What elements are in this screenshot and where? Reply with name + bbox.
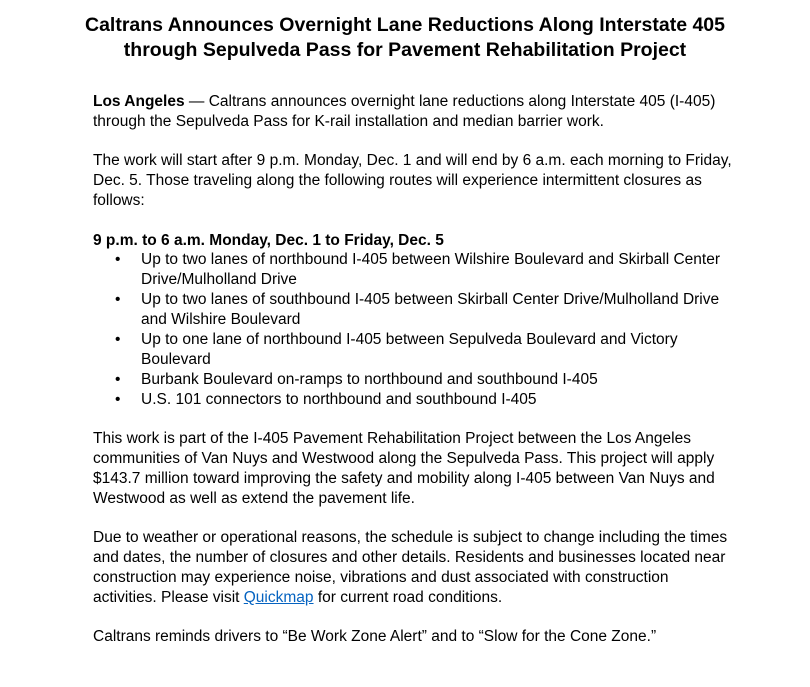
list-item — [93, 370, 733, 390]
bullet-icon: • — [115, 371, 121, 388]
list-item — [93, 390, 733, 410]
list-item-text: Up to one lane of northbound I-405 between Sepulveda Boulevard and Victory Boulevard — [141, 331, 678, 368]
title-line-1: Caltrans Announces Overnight Lane Reductions Along Interstate 405 — [84, 14, 725, 36]
closures-list — [93, 250, 733, 410]
page-title — [40, 13, 770, 63]
weather-text: Due to weather or operational reasons, the schedule is subject to change including the times and dates, the number of closures and other details. Residents and businesses located near construction may experience noise, vibrations and dust associated with construction activities. Please visit — [93, 529, 728, 606]
bullet-icon: • — [115, 391, 121, 408]
schedule-paragraph: The work will start after 9 p.m. Monday, Dec. 1 and will end by 6 a.m. each morning to Friday, Dec. 5. Those traveling along the following routes will experience intermittent closures as follows: — [93, 152, 732, 209]
closing-paragraph: Caltrans reminds drivers to “Be Work Zone Alert” and to “Slow for the Cone Zone.” — [93, 628, 657, 645]
intro-paragraph — [93, 92, 733, 132]
title-line-2: through Sepulveda Pass for Pavement Rehabilitation Project — [123, 39, 687, 61]
bullet-icon: • — [115, 251, 121, 268]
list-item — [93, 250, 733, 290]
list-item-text: U.S. 101 connectors to northbound and southbound I-405 — [141, 391, 537, 408]
bullet-icon: • — [115, 331, 121, 348]
list-item-text: Up to two lanes of northbound I-405 between Wilshire Boulevard and Skirball Center Drive/Mulholland Drive — [141, 251, 720, 288]
list-item — [93, 330, 733, 370]
list-item — [93, 290, 733, 330]
list-item-text: Up to two lanes of southbound I-405 between Skirball Center Drive/Mulholland Drive and Wilshire Boulevard — [141, 291, 720, 328]
bullet-icon: • — [115, 291, 121, 308]
intro-text: — Caltrans announces overnight lane reductions along Interstate 405 (I-405) through the Sepulveda Pass for K-rail installation and median barrier work. — [93, 93, 716, 130]
weather-paragraph — [93, 528, 733, 608]
weather-text-end: for current road conditions. — [313, 589, 503, 606]
dateline-location: Los Angeles — [93, 93, 185, 110]
project-paragraph: This work is part of the I-405 Pavement Rehabilitation Project between the Los Angeles communities of Van Nuys and Westwood along the Sepulveda Pass. This project will apply $143.7 million toward improving the safety and mobility along I-405 between Van Nuys and Westwood as well as extend the pavement life. — [93, 430, 715, 507]
list-item-text: Burbank Boulevard on-ramps to northbound and southbound I-405 — [141, 371, 598, 388]
closures-heading: 9 p.m. to 6 a.m. Monday, Dec. 1 to Friday, Dec. 5 — [93, 232, 444, 249]
quickmap-link[interactable]: Quickmap — [243, 589, 314, 606]
